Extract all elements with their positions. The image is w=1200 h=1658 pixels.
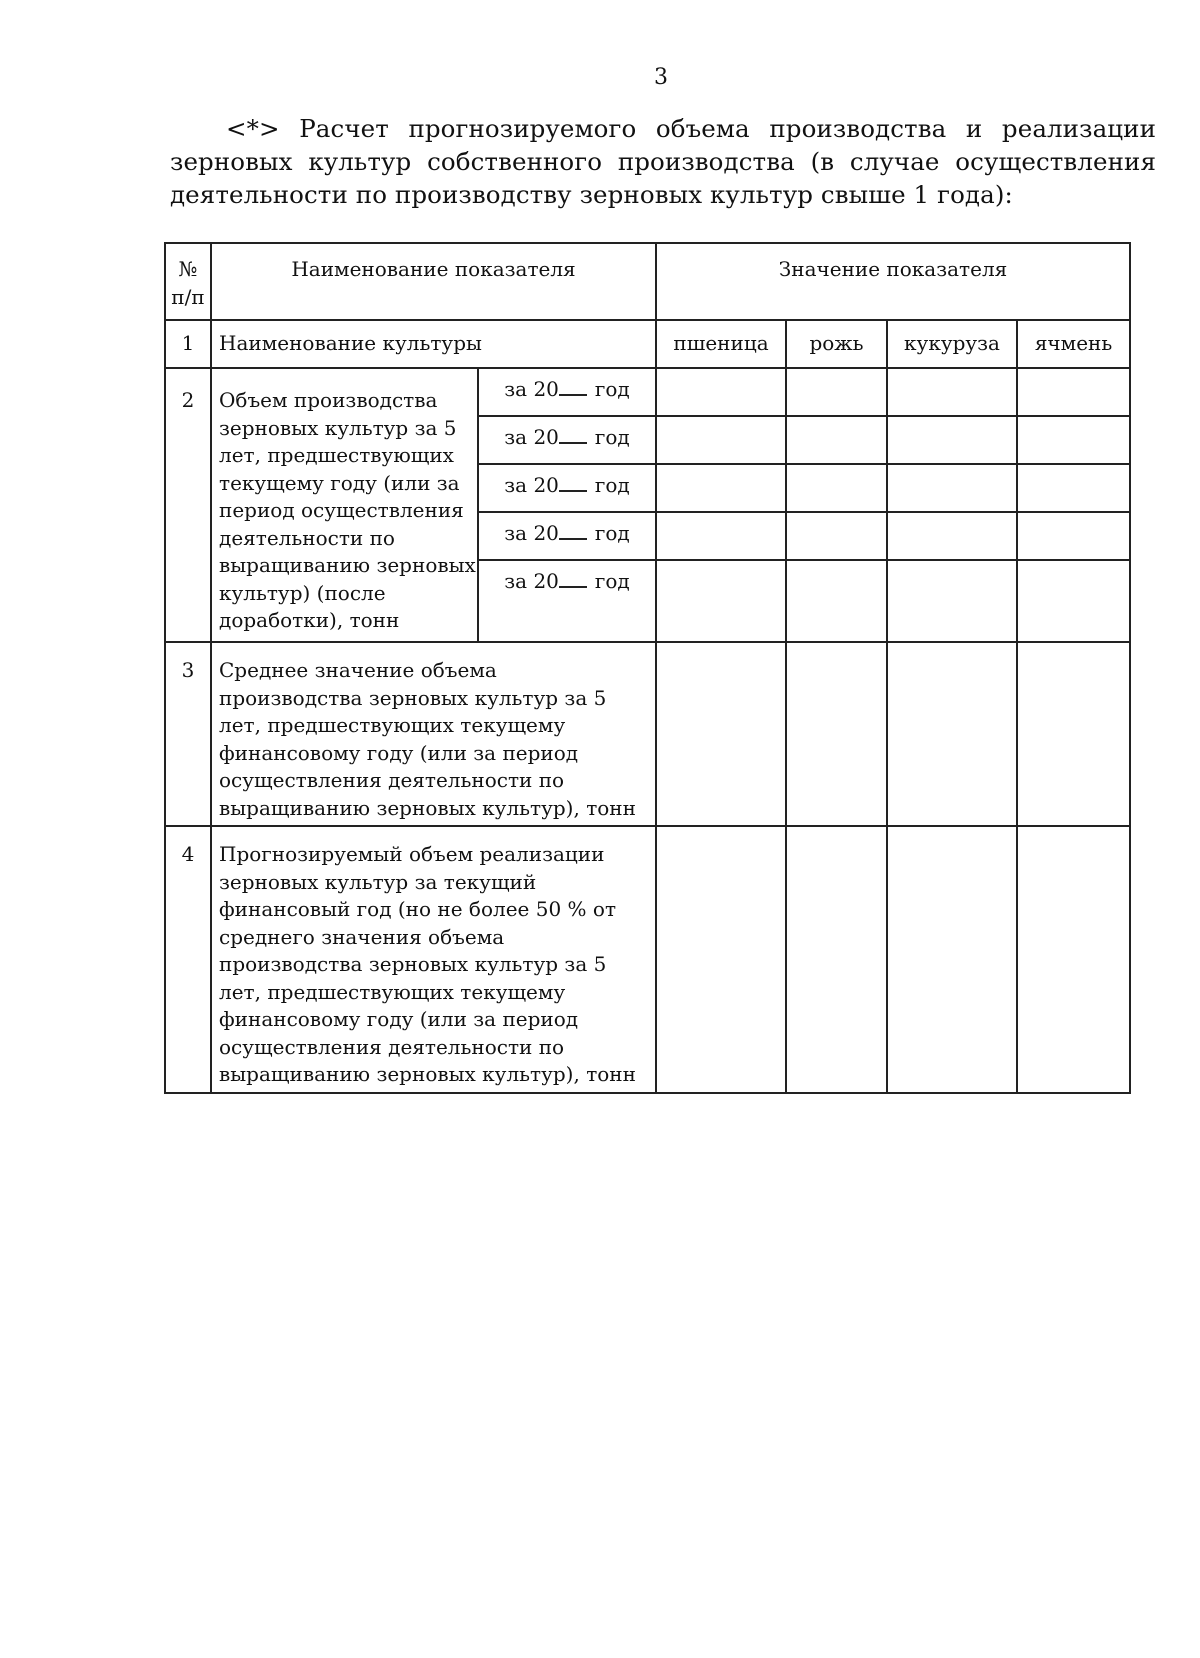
table-row xyxy=(165,642,1130,826)
crop-corn: кукуруза xyxy=(887,320,1017,368)
crop-wheat: пшеница xyxy=(656,320,786,368)
year-cell: за 20 год xyxy=(478,416,656,464)
row3-name: Среднее значение объема производства зерновых культур за 5 лет, предшествующих текущему финансовому году (или за период осуществления деятельности по выращиванию зерновых культур), тонн xyxy=(211,642,656,826)
value-cell xyxy=(1017,416,1130,464)
value-cell xyxy=(1017,560,1130,642)
value-cell xyxy=(656,464,786,512)
row1-name: Наименование культуры xyxy=(211,320,656,368)
value-cell xyxy=(1017,512,1130,560)
value-cell xyxy=(786,416,887,464)
row4-name: Прогнозируемый объем реализации зерновых культур за текущий финансовый год (но не более 50 % от среднего значения объема производства зерновых культур за 5 лет, предшествующих текущему финансовому году (или за период осуществления деятельности по выращиванию зерновых культур), тонн xyxy=(211,826,656,1093)
value-cell xyxy=(1017,642,1130,826)
table-row xyxy=(165,826,1130,1093)
value-cell xyxy=(656,560,786,642)
value-cell xyxy=(786,642,887,826)
value-cell xyxy=(786,560,887,642)
year-cell: за 20 год xyxy=(478,368,656,416)
value-cell xyxy=(887,368,1017,416)
table-row xyxy=(165,320,1130,368)
value-cell xyxy=(786,826,887,1093)
value-cell xyxy=(887,642,1017,826)
value-cell xyxy=(786,368,887,416)
row3-num: 3 xyxy=(165,642,211,826)
header-name: Наименование показателя xyxy=(211,243,656,320)
header-value: Значение показателя xyxy=(656,243,1130,320)
row1-num: 1 xyxy=(165,320,211,368)
value-cell xyxy=(786,464,887,512)
year-cell: за 20 год xyxy=(478,512,656,560)
value-cell xyxy=(1017,368,1130,416)
value-cell xyxy=(887,826,1017,1093)
value-cell xyxy=(1017,826,1130,1093)
forecast-table xyxy=(164,242,1131,1094)
table-row xyxy=(165,368,1130,416)
value-cell xyxy=(887,416,1017,464)
value-cell xyxy=(656,368,786,416)
header-row xyxy=(165,243,1130,320)
year-cell: за 20 год xyxy=(478,464,656,512)
row2-name: Объем производства зерновых культур за 5 лет, предшествующих текущему году (или за период осуществления деятельности по выращиванию зерновых культур) (после доработки), тонн xyxy=(211,368,478,642)
value-cell xyxy=(887,560,1017,642)
crop-rye: рожь xyxy=(786,320,887,368)
value-cell xyxy=(656,416,786,464)
value-cell xyxy=(656,512,786,560)
forecast-table-wrapper xyxy=(164,242,1129,1094)
value-cell xyxy=(656,826,786,1093)
row4-num: 4 xyxy=(165,826,211,1093)
header-num: № п/п xyxy=(165,243,211,320)
intro-paragraph: <*> Расчет прогнозируемого объема производства и реализации зерновых культур собственного производства (в случае осуществления деятельности по производству зерновых культур свыше 1 года): xyxy=(170,114,1156,209)
value-cell xyxy=(887,464,1017,512)
crop-barley: ячмень xyxy=(1017,320,1130,368)
row2-num: 2 xyxy=(165,368,211,642)
value-cell xyxy=(1017,464,1130,512)
value-cell xyxy=(887,512,1017,560)
year-cell: за 20 год xyxy=(478,560,656,642)
page-number: 3 xyxy=(654,65,668,90)
value-cell xyxy=(786,512,887,560)
value-cell xyxy=(656,642,786,826)
